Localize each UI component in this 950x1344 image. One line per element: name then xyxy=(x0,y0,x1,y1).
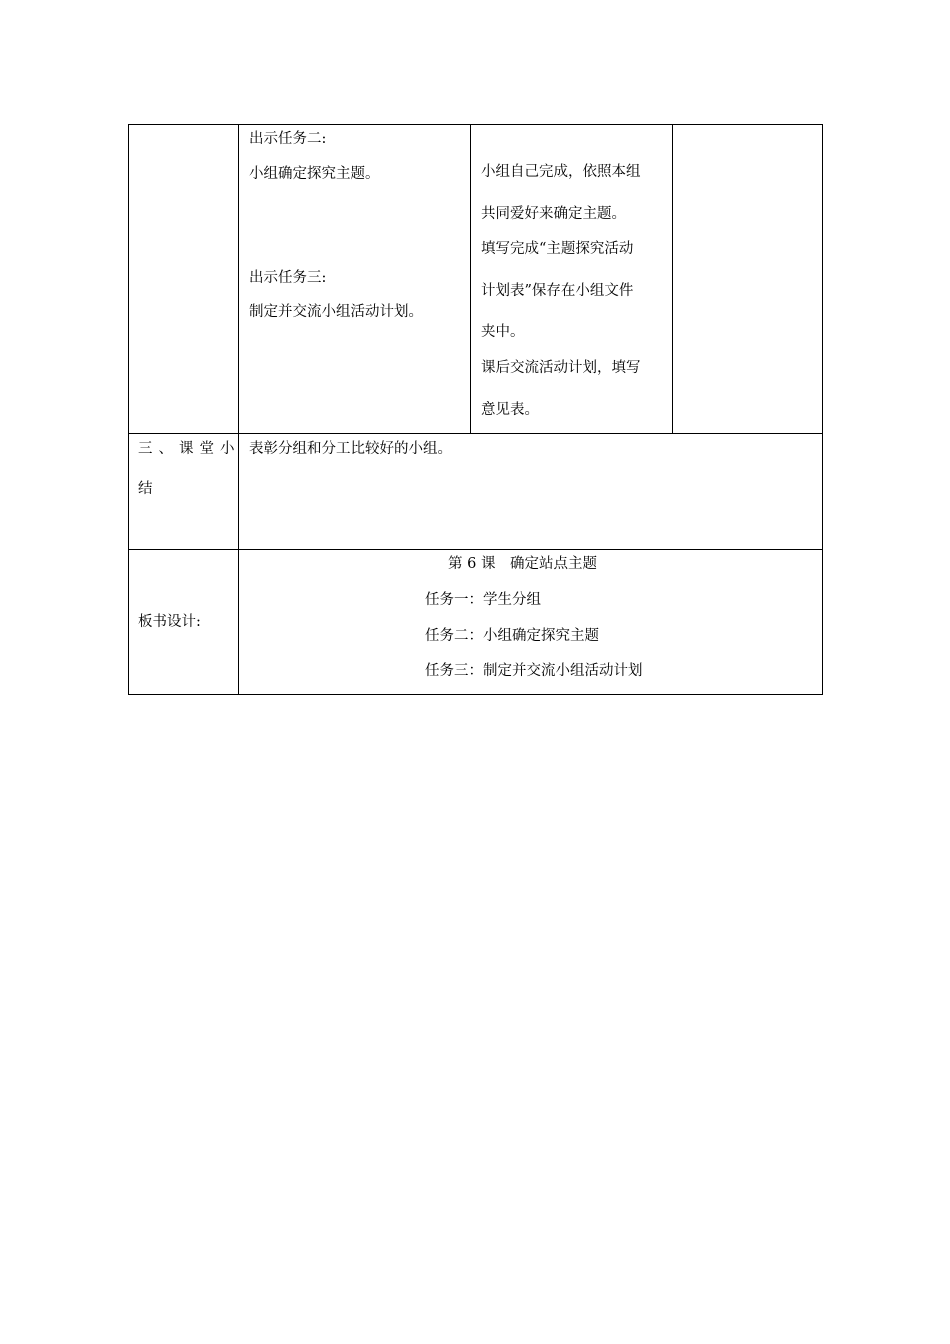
table-row-board-design xyxy=(129,550,823,695)
teacher-line: 出示任务二: xyxy=(249,131,327,147)
student-line: 计划表”保存在小组文件 xyxy=(481,283,634,299)
board-task: 任务三：制定并交流小组活动计划 xyxy=(425,663,643,679)
summary-content-cell xyxy=(239,434,823,550)
summary-label-line: 结 xyxy=(138,481,153,497)
table-row-tasks xyxy=(129,125,823,434)
student-line: 意见表。 xyxy=(481,402,539,418)
student-line: 夹中。 xyxy=(481,324,525,340)
board-task: 任务一：学生分组 xyxy=(425,592,541,608)
summary-label-cell xyxy=(129,434,239,550)
student-line: 课后交流活动计划，填写 xyxy=(481,360,641,376)
teacher-line: 制定并交流小组活动计划。 xyxy=(249,304,423,320)
phase-cell-empty xyxy=(129,125,239,434)
teacher-activity-cell xyxy=(239,125,471,434)
lesson-plan-table xyxy=(128,124,823,695)
student-line: 填写完成“主题探究活动 xyxy=(481,241,634,257)
student-line: 共同爱好来确定主题。 xyxy=(481,206,626,222)
board-label-cell xyxy=(129,550,239,695)
board-title: 第 6 课 确定站点主题 xyxy=(448,556,597,572)
summary-content: 表彰分组和分工比较好的小组。 xyxy=(249,441,452,457)
student-line: 小组自己完成，依照本组 xyxy=(481,164,641,180)
teacher-line: 小组确定探究主题。 xyxy=(249,166,380,182)
notes-cell-empty xyxy=(673,125,823,434)
board-content-cell xyxy=(239,550,823,695)
board-label: 板书设计: xyxy=(138,614,201,630)
board-task: 任务二：小组确定探究主题 xyxy=(425,628,599,644)
table-row-summary xyxy=(129,434,823,550)
student-activity-cell xyxy=(471,125,673,434)
teacher-line: 出示任务三: xyxy=(249,270,327,286)
summary-label-line: 三、课堂小 xyxy=(138,441,241,457)
